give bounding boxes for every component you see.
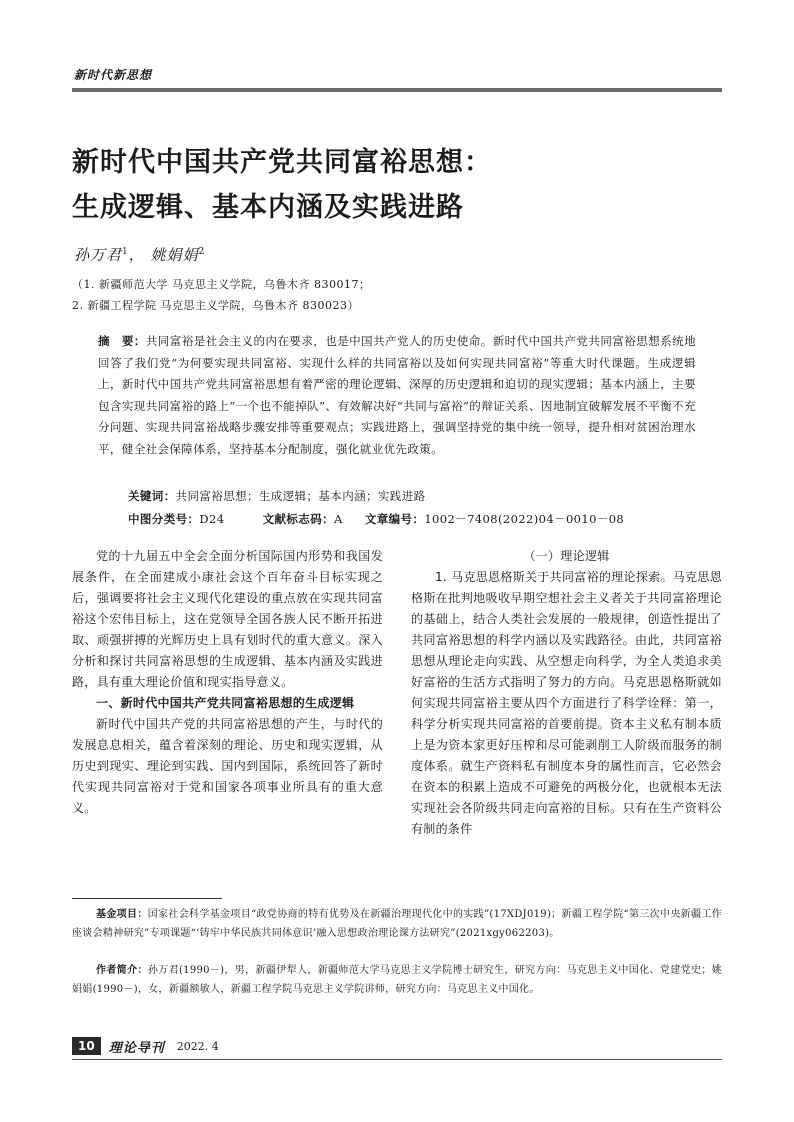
abstract-label: 摘 要： [98,334,146,348]
page-footer [72,1037,219,1055]
author-bio-text: 孙万君(1990－)，男，新疆伊犁人，新疆师范大学马克思主义学院博士研究生，研究方向：马克思主义中国化、党建党史；姚娟娟(1990－)，女，新疆额敏人，新疆工程学院马克思主义学院讲师，研究方向：马克思主义中国化。 [72,965,722,995]
clc-label: 中图分类号： [128,512,200,526]
page-number: 10 [72,1037,101,1055]
author-separator: ， [128,246,145,264]
journal-name: 理论导刊 [108,1040,165,1056]
section-heading: 一、新时代中国共产党共同富裕思想的生成逻辑 [96,696,355,710]
keywords [128,488,426,504]
keywords-text: 共同富裕思想；生成逻辑；基本内涵；实践进路 [175,489,426,503]
header-rule [72,88,722,92]
issue-number: 2022. 4 [176,1039,219,1053]
keywords-label: 关键词： [128,489,176,503]
author-affiliation-mark: 1 [122,247,129,257]
doc-code-value: A [334,512,343,526]
author-name: 姚娟娟 [150,246,199,264]
funding-label: 基金项目： [96,909,148,920]
title-line-1: 新时代中国共产党共同富裕思想： [72,147,492,178]
footer-rule [72,1059,722,1060]
subsection-heading: （一）理论逻辑 [523,549,610,563]
author-name: 孙万君 [74,246,123,264]
funding-note [72,905,722,943]
article-number-label: 文章编号： [364,512,425,526]
body-paragraph: 党的十九届五中全会全面分析国际国内形势和我国发展条件，在全面建成小康社会这个百年奋斗目标实现之后，强调要将社会主义现代化建设的重点放在实现共同富裕这个宏伟目标上，这在党领导全国各族人民不断开拓进取、顽强拼搏的光辉历史上具有划时代的重大意义。深入分析和探讨共同富裕思想的生成逻辑、基本内涵及实践进路，具有重大理论价值和现实指导意义。 [72,549,383,689]
body-paragraph: 新时代中国共产党的共同富裕思想的产生，与时代的发展息息相关，蕴含着深刻的理论、历史和现实逻辑，从历史到现实、理论到实践、国内到国际，系统回答了新时代实现共同富裕对于党和国家各项事业所具有的重大意义。 [72,717,383,815]
affiliation-2: 2. 新疆工程学院 马克思主义学院，乌鲁木齐 830023） [72,299,359,312]
author-bio-note [72,961,722,999]
abstract [98,331,696,460]
doc-code-label: 文献标志码： [262,512,334,526]
affiliation-1: （1. 新疆师范大学 马克思主义学院，乌鲁木齐 830017； [72,278,371,291]
section-label: 新时代新思想 [74,68,153,82]
abstract-text: 共同富裕是社会主义的内在要求，也是中国共产党人的历史使命。新时代中国共产党共同富裕思想系统地回答了我们党“为何要实现共同富裕、实现什么样的共同富裕以及如何实现共同富裕”等重大时代课题。生成逻辑上，新时代中国共产党共同富裕思想有着严密的理论逻辑、深厚的历史逻辑和迫切的现实逻辑；基本内涵上，主要包含实现共同富裕的路上“一个也不能掉队”、有效解决好“共同与富裕”的辩证关系、因地制宜破解发展不平衡不充分问题、实现共同富裕战略步骤安排等重要观点；实践进路上，强调坚持党的集中统一领导，提升相对贫困治理水平，健全社会保障体系，坚持基本分配制度，强化就业优先政策。 [98,334,696,456]
footnote-divider [72,898,222,899]
article-title [72,140,722,230]
author-affiliation-mark: 2 [198,247,206,257]
author-bio-label: 作者简介： [96,965,148,976]
body-left-column [72,546,383,819]
title-line-2: 生成逻辑、基本内涵及实践进路 [72,192,464,223]
body-right-column [411,546,722,840]
classification-line [128,511,624,527]
author-list [74,244,205,265]
body-paragraph: 1. 马克思恩格斯关于共同富裕的理论探索。马克思恩格斯在批判地吸收早期空想社会主义者关于共同富裕理论的基础上，结合人类社会发展的一般规律，创造性提出了共同富裕思想的科学内涵以及实践路径。由此，共同富裕思想从理论走向实践、从空想走向科学，为全人类追求美好富裕的生活方式指明了努力的方向。马克思恩格斯就如何实现共同富裕主要从四个方面进行了科学诠释：第一，科学分析实现共同富裕的首要前提。资本主义私有制本质上是为资本家更好压榨和尽可能剥削工人阶级而服务的制度体系。就生产资料私有制度本身的属性而言，它必然会在资本的积累上造成不可避免的两极分化，也就根本无法实现社会各阶级共同走向富裕的目标。只有在生产资料公有制的条件 [411,570,722,836]
funding-text: 国家社会科学基金项目“政党协商的特有优势及在新疆治理现代化中的实践”(17XDJ019)；新疆工程学院“第三次中央新疆工作座谈会精神研究”专项课题“‘铸牢中华民族共同体意识’融入思想政治理论课方法研究”(2021xgy062203)。 [72,909,722,939]
clc-value: D24 [199,512,225,526]
article-number-value: 1002－7408(2022)04－0010－08 [424,512,625,526]
